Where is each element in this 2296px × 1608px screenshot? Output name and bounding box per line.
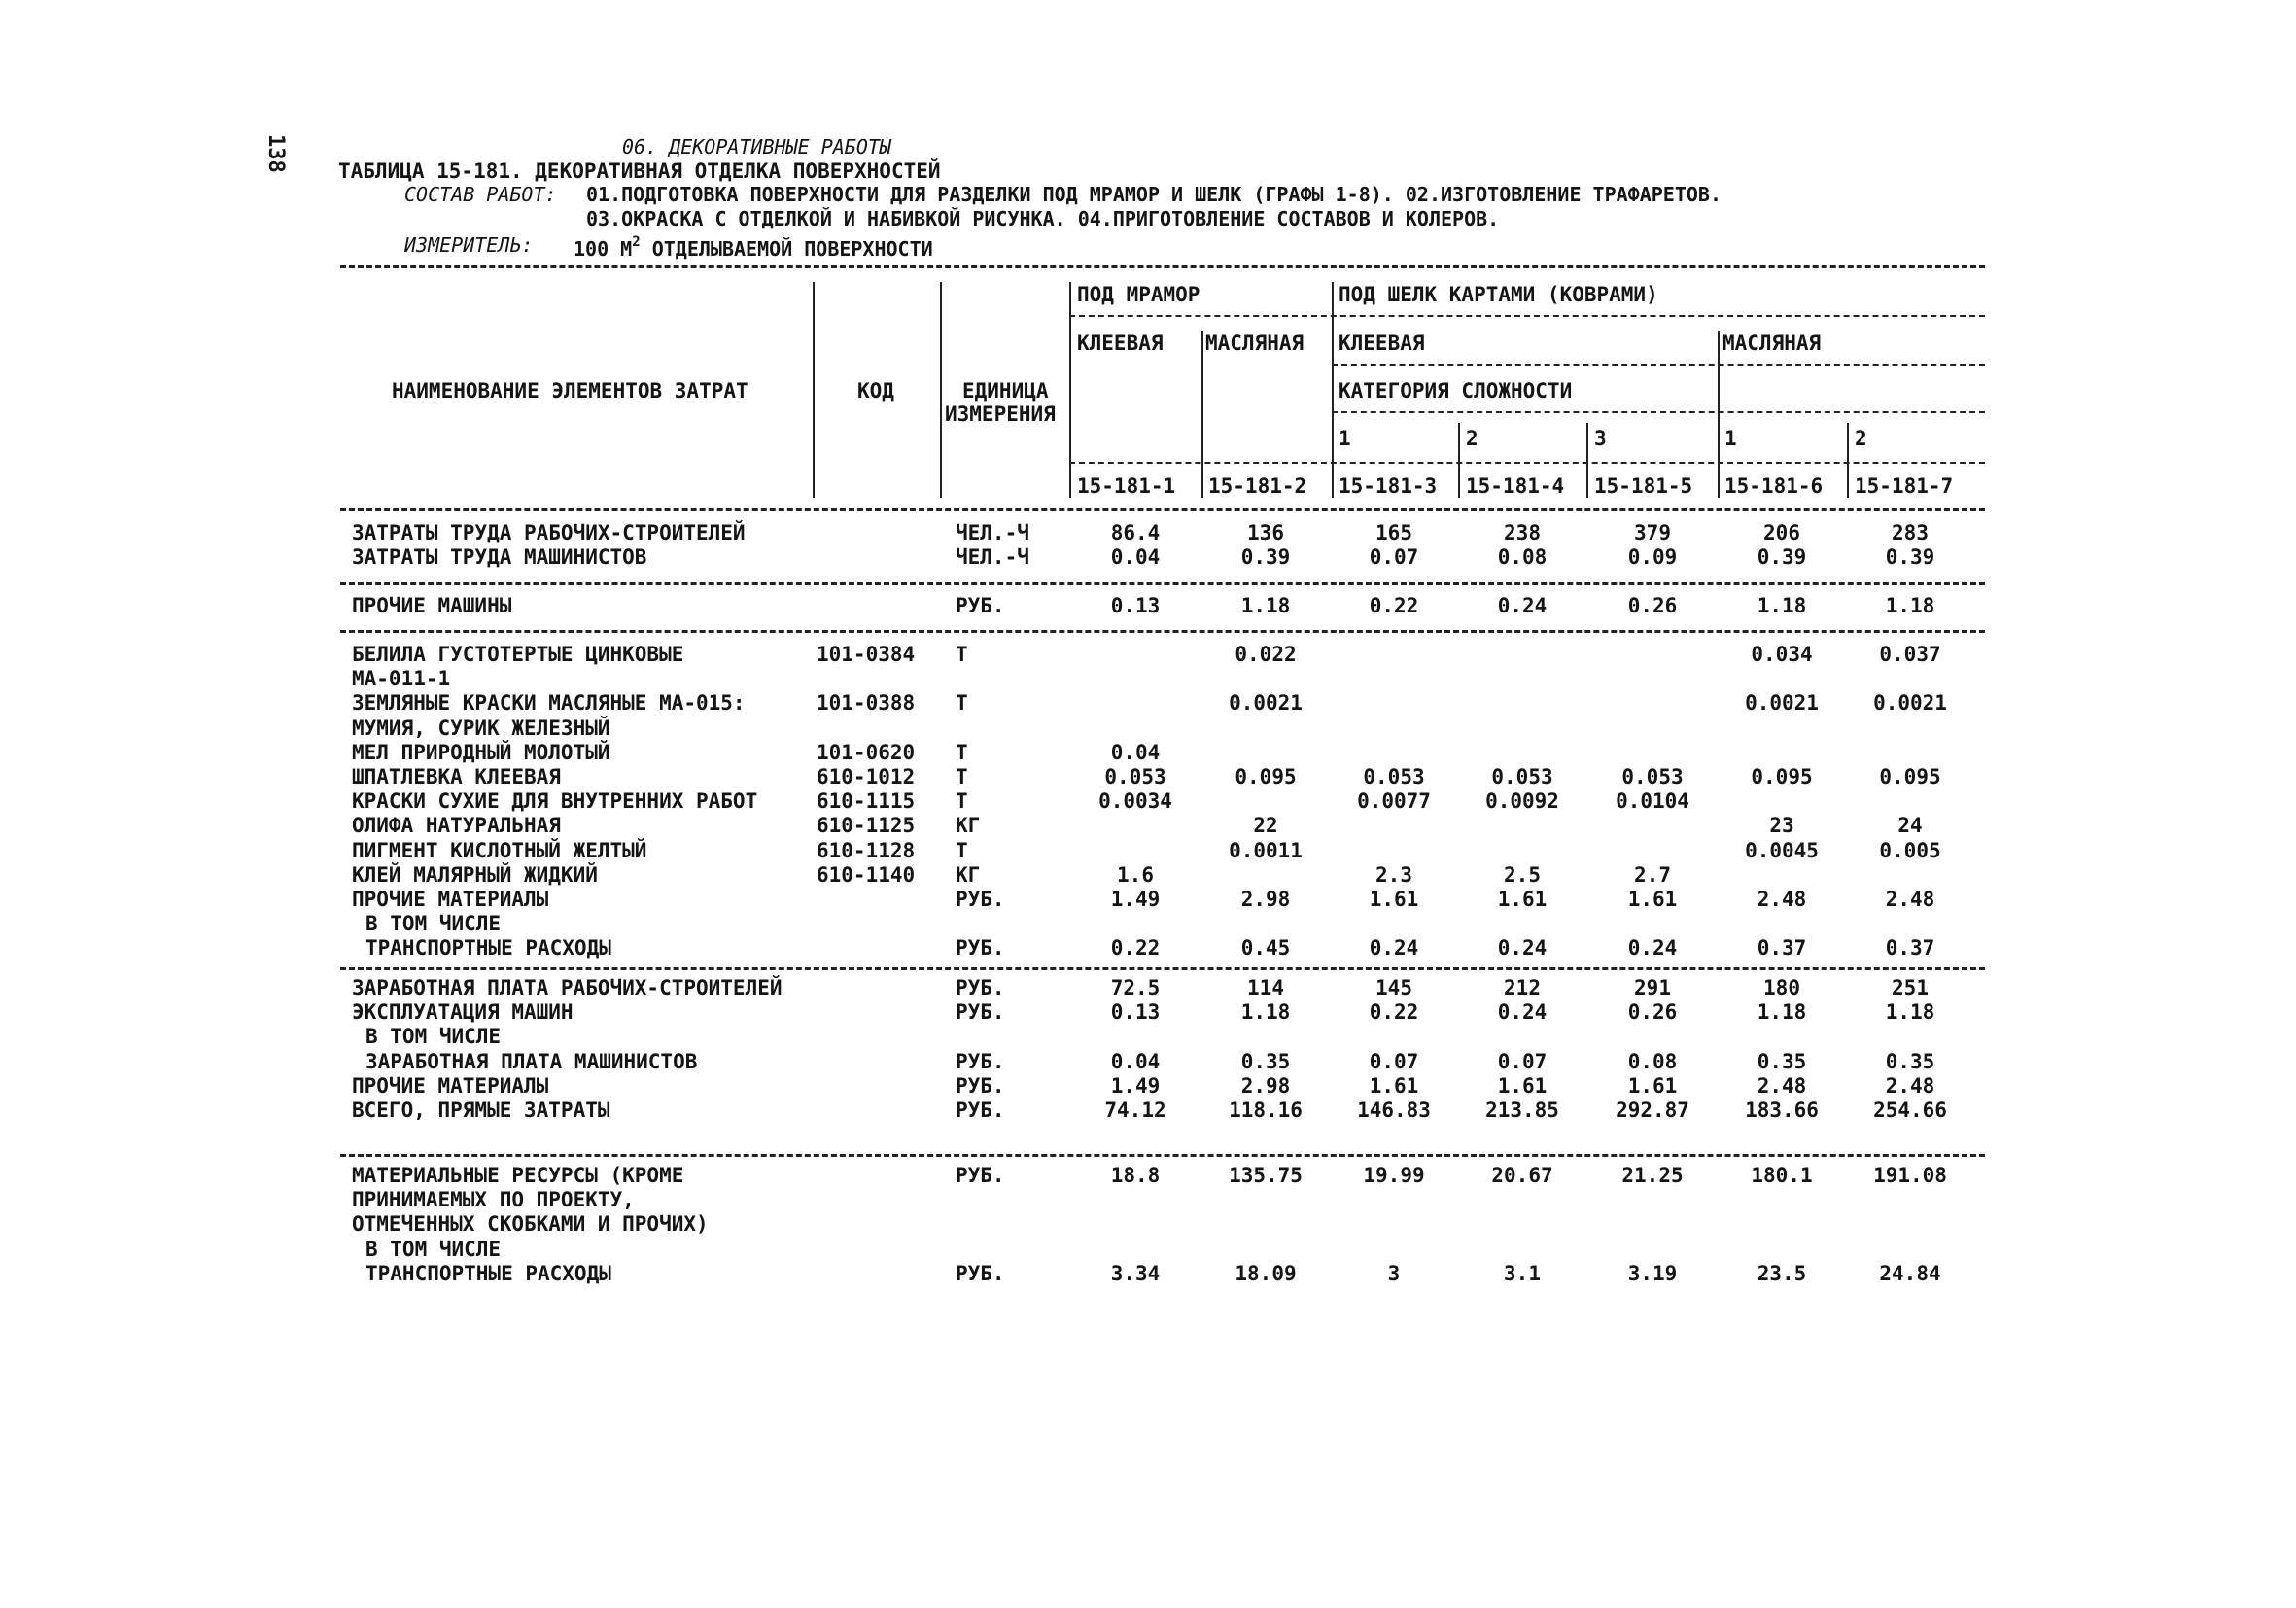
row-unit: РУБ. xyxy=(956,936,1005,960)
row-unit: Т xyxy=(956,691,968,715)
row-value: 1.49 xyxy=(1110,888,1161,911)
row-value: 0.095 xyxy=(1879,765,1941,788)
row-name: МАТЕРИАЛЬНЫЕ РЕСУРСЫ (КРОМЕ xyxy=(352,1164,684,1187)
row-value: 19.99 xyxy=(1363,1164,1425,1187)
row-value: 1.61 xyxy=(1369,1074,1419,1098)
row-unit: РУБ. xyxy=(956,1050,1005,1073)
header-divider-unit xyxy=(1069,282,1071,498)
row-value: 2.48 xyxy=(1885,1074,1935,1098)
row-value: 0.09 xyxy=(1627,545,1678,569)
row-value: 145 xyxy=(1375,976,1412,999)
row-code: 101-0388 xyxy=(817,691,916,715)
header-pod-shelk: ПОД ШЕЛК КАРТАМИ (КОВРАМИ) xyxy=(1339,283,1658,306)
row-value: 0.07 xyxy=(1369,545,1419,569)
row-value: 114 xyxy=(1247,976,1284,999)
row-value: 0.24 xyxy=(1369,936,1419,960)
row-value: 0.13 xyxy=(1110,1000,1161,1024)
row-value: 0.39 xyxy=(1885,545,1935,569)
row-value: 0.04 xyxy=(1110,1050,1161,1073)
row-name: ЗАТРАТЫ ТРУДА МАШИНИСТОВ xyxy=(352,545,647,569)
row-value: 3 xyxy=(1387,1262,1401,1285)
row-name: ОТМЕЧЕННЫХ СКОБКАМИ И ПРОЧИХ) xyxy=(352,1212,709,1236)
row-value: 0.37 xyxy=(1757,936,1807,960)
header-code-1: 15-181-1 xyxy=(1077,474,1176,498)
row-name: ПИГМЕНТ КИСЛОТНЫЙ ЖЕЛТЫЙ xyxy=(352,839,647,862)
row-code: 610-1125 xyxy=(817,814,916,837)
header-code-2: 15-181-2 xyxy=(1208,474,1307,498)
row-value: 23.5 xyxy=(1757,1262,1807,1285)
row-value: 0.13 xyxy=(1110,594,1161,617)
row-name: МА-011-1 xyxy=(352,667,451,690)
row-value: 2.48 xyxy=(1757,888,1807,911)
row-code: 610-1115 xyxy=(817,789,916,813)
row-unit: Т xyxy=(956,839,968,862)
rule-header-2 xyxy=(1332,364,1985,366)
row-value: 0.0077 xyxy=(1357,789,1431,813)
row-value: 0.26 xyxy=(1627,594,1678,617)
row-code: 101-0620 xyxy=(817,741,916,764)
row-value: 0.037 xyxy=(1879,643,1941,666)
row-code: 610-1012 xyxy=(817,765,916,788)
row-name: БЕЛИЛА ГУСТОТЕРТЫЕ ЦИНКОВЫЕ xyxy=(352,643,684,666)
header-code-7: 15-181-7 xyxy=(1855,474,1954,498)
row-unit: РУБ. xyxy=(956,888,1005,911)
row-value: 3.34 xyxy=(1110,1262,1161,1285)
row-value: 0.26 xyxy=(1627,1000,1678,1024)
meter-value: 100 $М^2$ ОТДЕЛЫВАЕМОЙ ПОВЕРХНОСТИ xyxy=(574,234,933,261)
header-cat-3: 3 xyxy=(1594,427,1607,450)
row-name: ЗЕМЛЯНЫЕ КРАСКИ МАСЛЯНЫЕ МА-015: xyxy=(352,691,746,715)
table-title: ТАБЛИЦА 15-181. ДЕКОРАТИВНАЯ ОТДЕЛКА ПОВЕРХНОСТЕЙ xyxy=(338,159,941,183)
row-value: 74.12 xyxy=(1104,1099,1166,1122)
row-name: ЗАРАБОТНАЯ ПЛАТА РАБОЧИХ-СТРОИТЕЛЕЙ xyxy=(352,976,783,999)
row-value: 0.08 xyxy=(1627,1050,1678,1073)
row-value: 20.67 xyxy=(1491,1164,1553,1187)
row-value: 0.0034 xyxy=(1098,789,1172,813)
row-value: 0.39 xyxy=(1240,545,1291,569)
row-value: 180.1 xyxy=(1751,1164,1813,1187)
row-value: 72.5 xyxy=(1110,976,1161,999)
row-value: 1.49 xyxy=(1110,1074,1161,1098)
row-value: 146.83 xyxy=(1357,1099,1431,1122)
row-value: 183.66 xyxy=(1745,1099,1819,1122)
row-value: 0.053 xyxy=(1104,765,1166,788)
row-value: 0.45 xyxy=(1240,936,1291,960)
row-value: 1.61 xyxy=(1369,888,1419,911)
row-value: 254.66 xyxy=(1873,1099,1947,1122)
row-value: 213.85 xyxy=(1485,1099,1559,1122)
header-name: НАИМЕНОВАНИЕ ЭЛЕМЕНТОВ ЗАТРАТ xyxy=(392,379,748,402)
row-value: 0.0021 xyxy=(1229,691,1303,715)
row-unit: ЧЕЛ.-Ч xyxy=(956,545,1029,569)
header-pod-mramor: ПОД МРАМОР xyxy=(1077,283,1200,306)
row-unit: РУБ. xyxy=(956,1262,1005,1285)
row-name: В ТОМ ЧИСЛЕ xyxy=(365,1238,502,1261)
header-category: КАТЕГОРИЯ СЛОЖНОСТИ xyxy=(1339,379,1573,402)
row-name: ЗАРАБОТНАЯ ПЛАТА МАШИНИСТОВ xyxy=(365,1050,698,1073)
meter-label: ИЗМЕРИТЕЛЬ: xyxy=(404,233,534,257)
row-name: ТРАНСПОРТНЫЕ РАСХОДЫ xyxy=(365,1262,611,1285)
header-divider-oil xyxy=(1718,331,1720,498)
row-code: 610-1140 xyxy=(817,863,916,887)
row-value: 0.053 xyxy=(1491,765,1553,788)
row-value: 165 xyxy=(1375,521,1412,544)
row-value: 283 xyxy=(1892,521,1929,544)
row-code: 610-1128 xyxy=(817,839,916,862)
row-value: 1.18 xyxy=(1885,1000,1935,1024)
header-unit-1: ЕДИНИЦА xyxy=(962,379,1049,402)
row-name: ПРОЧИЕ МАШИНЫ xyxy=(352,594,512,617)
row-unit: РУБ. xyxy=(956,1164,1005,1187)
header-cat-2: 2 xyxy=(1466,427,1478,450)
group-rule xyxy=(340,630,1985,633)
row-name: ЗАТРАТЫ ТРУДА РАБОЧИХ-СТРОИТЕЛЕЙ xyxy=(352,521,746,544)
header-code-6: 15-181-6 xyxy=(1724,474,1824,498)
row-value: 206 xyxy=(1763,521,1800,544)
row-value: 118.16 xyxy=(1229,1099,1303,1122)
rule-header-1 xyxy=(1069,315,1985,317)
row-unit: КГ xyxy=(956,863,981,887)
header-code: КОД xyxy=(857,379,894,402)
row-value: 0.07 xyxy=(1497,1050,1548,1073)
row-value: 0.24 xyxy=(1497,594,1548,617)
row-unit: Т xyxy=(956,741,968,764)
row-value: 0.08 xyxy=(1497,545,1548,569)
row-value: 1.61 xyxy=(1627,888,1678,911)
row-value: 0.053 xyxy=(1363,765,1425,788)
row-value: 1.18 xyxy=(1240,594,1291,617)
row-unit: Т xyxy=(956,643,968,666)
row-value: 1.61 xyxy=(1627,1074,1678,1098)
row-unit: Т xyxy=(956,765,968,788)
row-unit: РУБ. xyxy=(956,1074,1005,1098)
row-value: 0.053 xyxy=(1621,765,1684,788)
row-value: 0.0021 xyxy=(1745,691,1819,715)
row-name: ШПАТЛЕВКА КЛЕЕВАЯ xyxy=(352,765,561,788)
header-cat-1: 1 xyxy=(1339,427,1351,450)
row-name: ОЛИФА НАТУРАЛЬНАЯ xyxy=(352,814,561,837)
row-unit: Т xyxy=(956,789,968,813)
row-value: 251 xyxy=(1892,976,1929,999)
row-value: 0.034 xyxy=(1751,643,1813,666)
row-value: 1.18 xyxy=(1757,1000,1807,1024)
row-value: 2.98 xyxy=(1240,888,1291,911)
row-value: 2.48 xyxy=(1757,1074,1807,1098)
header-kleevaya-1: КЛЕЕВАЯ xyxy=(1077,332,1164,355)
header-code-5: 15-181-5 xyxy=(1594,474,1693,498)
row-value: 0.022 xyxy=(1235,643,1297,666)
row-value: 136 xyxy=(1247,521,1284,544)
row-value: 2.5 xyxy=(1504,863,1541,887)
header-divider-cat3 xyxy=(1586,423,1588,498)
row-value: 0.005 xyxy=(1879,839,1941,862)
page-number: 138 xyxy=(263,134,288,173)
rule-header-bottom xyxy=(340,508,1985,511)
header-kleevaya-2: КЛЕЕВАЯ xyxy=(1339,332,1425,355)
row-value: 0.0021 xyxy=(1873,691,1947,715)
row-value: 22 xyxy=(1253,814,1278,837)
row-value: 1.18 xyxy=(1240,1000,1291,1024)
row-value: 3.19 xyxy=(1627,1262,1678,1285)
row-value: 0.22 xyxy=(1110,936,1161,960)
row-value: 0.22 xyxy=(1369,1000,1419,1024)
row-value: 2.7 xyxy=(1634,863,1671,887)
header-maslyanaya-1: МАСЛЯНАЯ xyxy=(1205,332,1305,355)
row-value: 86.4 xyxy=(1110,521,1161,544)
row-value: 0.0011 xyxy=(1229,839,1303,862)
row-value: 212 xyxy=(1504,976,1541,999)
row-value: 135.75 xyxy=(1229,1164,1303,1187)
row-value: 2.98 xyxy=(1240,1074,1291,1098)
header-divider-code xyxy=(940,282,942,498)
header-divider-oil2 xyxy=(1847,423,1849,498)
composition-label: СОСТАВ РАБОТ: xyxy=(404,183,557,206)
group-rule xyxy=(340,967,1985,970)
row-value: 292.87 xyxy=(1616,1099,1689,1122)
row-value: 2.3 xyxy=(1375,863,1412,887)
row-value: 0.22 xyxy=(1369,594,1419,617)
header-maslyanaya-2: МАСЛЯНАЯ xyxy=(1722,332,1822,355)
row-value: 3.1 xyxy=(1504,1262,1541,1285)
row-name: ВСЕГО, ПРЯМЫЕ ЗАТРАТЫ xyxy=(352,1099,610,1122)
row-name: ТРАНСПОРТНЫЕ РАСХОДЫ xyxy=(365,936,611,960)
header-divider-name xyxy=(813,282,815,498)
row-value: 24.84 xyxy=(1879,1262,1941,1285)
row-unit: РУБ. xyxy=(956,594,1005,617)
row-unit: РУБ. xyxy=(956,976,1005,999)
row-value: 0.04 xyxy=(1110,545,1161,569)
row-value: 0.24 xyxy=(1627,936,1678,960)
row-value: 191.08 xyxy=(1873,1164,1947,1187)
row-code: 101-0384 xyxy=(817,643,916,666)
header-divider-cat2 xyxy=(1458,423,1460,498)
header-divider-marble xyxy=(1201,331,1203,498)
row-value: 0.07 xyxy=(1369,1050,1419,1073)
row-value: 0.24 xyxy=(1497,1000,1548,1024)
row-value: 2.48 xyxy=(1885,888,1935,911)
row-value: 0.095 xyxy=(1235,765,1297,788)
header-code-4: 15-181-4 xyxy=(1466,474,1565,498)
composition-line-1: 01.ПОДГОТОВКА ПОВЕРХНОСТИ ДЛЯ РАЗДЕЛКИ ПОД МРАМОР И ШЕЛК (ГРАФЫ 1-8). 02.ИЗГОТОВЛЕНИЕ ТРАФАРЕТОВ. xyxy=(586,183,1722,206)
row-value: 0.39 xyxy=(1757,545,1807,569)
row-value: 0.0092 xyxy=(1485,789,1559,813)
row-value: 291 xyxy=(1634,976,1671,999)
group-rule xyxy=(340,582,1985,585)
row-value: 0.35 xyxy=(1757,1050,1807,1073)
row-unit: РУБ. xyxy=(956,1000,1005,1024)
rule-top xyxy=(340,265,1985,268)
row-name: ПРИНИМАЕМЫХ ПО ПРОЕКТУ, xyxy=(352,1188,635,1211)
row-value: 0.35 xyxy=(1885,1050,1935,1073)
composition-line-2: 03.ОКРАСКА С ОТДЕЛКОЙ И НАБИВКОЙ РИСУНКА. 04.ПРИГОТОВЛЕНИЕ СОСТАВОВ И КОЛЕРОВ. xyxy=(586,207,1500,230)
row-value: 21.25 xyxy=(1621,1164,1684,1187)
header-divider-silk xyxy=(1332,282,1334,498)
row-value: 1.18 xyxy=(1757,594,1807,617)
rule-header-3 xyxy=(1332,411,1985,413)
row-value: 1.61 xyxy=(1497,888,1548,911)
row-name: МЕЛ ПРИРОДНЫЙ МОЛОТЫЙ xyxy=(352,741,610,764)
row-name: ПРОЧИЕ МАТЕРИАЛЫ xyxy=(352,1074,549,1098)
row-value: 238 xyxy=(1504,521,1541,544)
row-value: 24 xyxy=(1897,814,1923,837)
row-value: 379 xyxy=(1634,521,1671,544)
row-name: КРАСКИ СУХИЕ ДЛЯ ВНУТРЕННИХ РАБОТ xyxy=(352,789,758,813)
header-code-3: 15-181-3 xyxy=(1339,474,1438,498)
section-title: 06. ДЕКОРАТИВНЫЕ РАБОТЫ xyxy=(622,135,891,158)
row-value: 0.0104 xyxy=(1616,789,1689,813)
row-value: 0.04 xyxy=(1110,741,1161,764)
row-name: ЭКСПЛУАТАЦИЯ МАШИН xyxy=(352,1000,574,1024)
row-value: 1.18 xyxy=(1885,594,1935,617)
row-name: ПРОЧИЕ МАТЕРИАЛЫ xyxy=(352,888,549,911)
row-unit: ЧЕЛ.-Ч xyxy=(956,521,1029,544)
row-unit: РУБ. xyxy=(956,1099,1005,1122)
row-value: 23 xyxy=(1769,814,1794,837)
header-cat-oil-2: 2 xyxy=(1855,427,1867,450)
row-name: КЛЕЙ МАЛЯРНЫЙ ЖИДКИЙ xyxy=(352,863,598,887)
row-value: 0.24 xyxy=(1497,936,1548,960)
row-value: 0.37 xyxy=(1885,936,1935,960)
row-value: 0.0045 xyxy=(1745,839,1819,862)
row-value: 18.8 xyxy=(1110,1164,1161,1187)
header-cat-oil-1: 1 xyxy=(1724,427,1737,450)
row-name: В ТОМ ЧИСЛЕ xyxy=(365,912,502,935)
row-value: 1.6 xyxy=(1117,863,1154,887)
row-value: 18.09 xyxy=(1235,1262,1297,1285)
row-name: В ТОМ ЧИСЛЕ xyxy=(365,1025,502,1048)
row-value: 1.61 xyxy=(1497,1074,1548,1098)
row-value: 180 xyxy=(1763,976,1800,999)
group-rule xyxy=(340,1154,1985,1157)
header-unit-2: ИЗМЕРЕНИЯ xyxy=(945,402,1056,426)
row-value: 0.35 xyxy=(1240,1050,1291,1073)
row-name: МУМИЯ, СУРИК ЖЕЛЕЗНЫЙ xyxy=(352,717,610,740)
row-unit: КГ xyxy=(956,814,981,837)
row-value: 0.095 xyxy=(1751,765,1813,788)
